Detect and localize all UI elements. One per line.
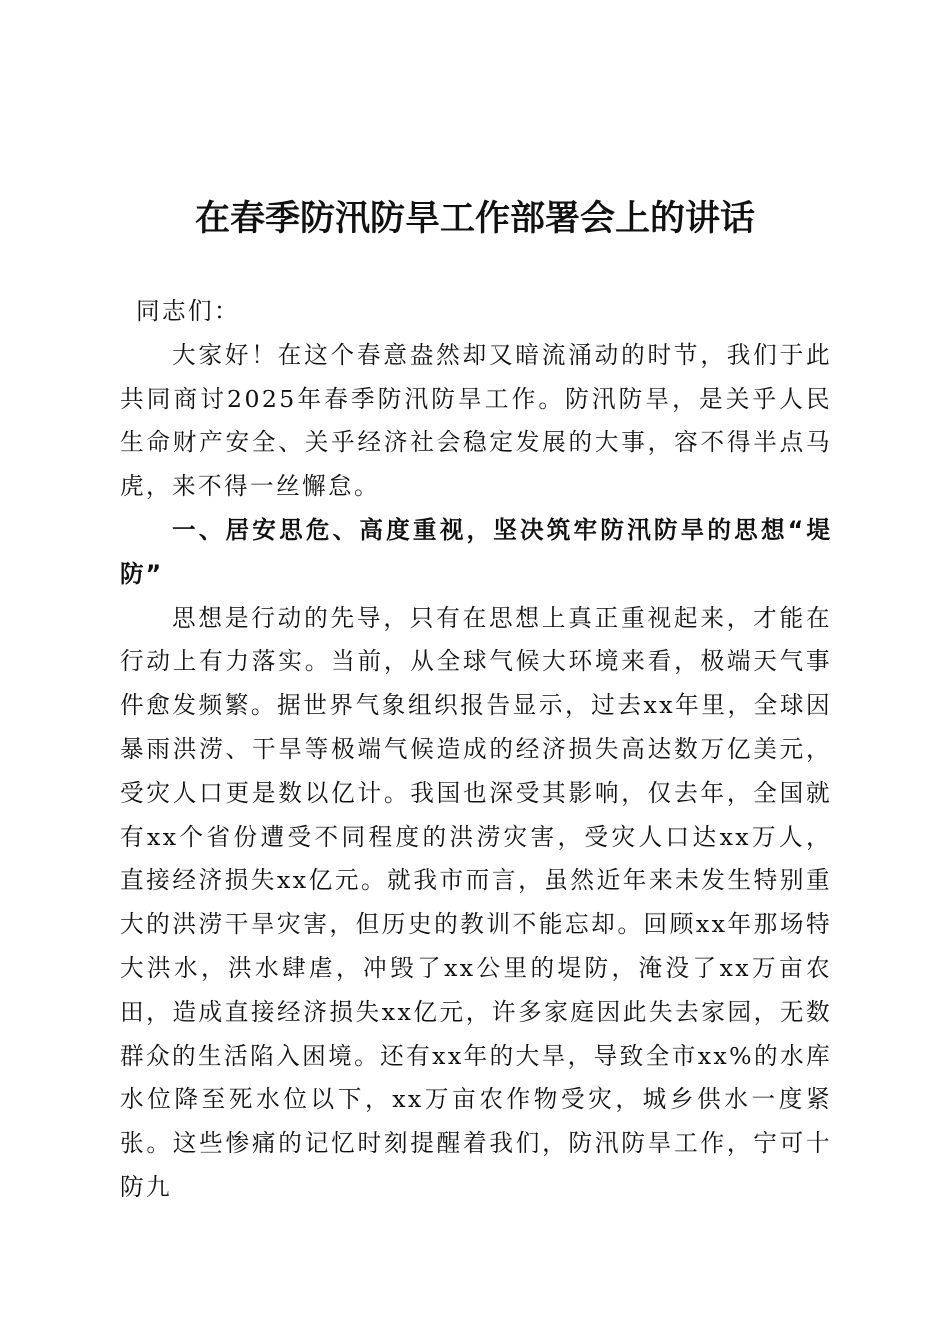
paragraph-opening: 大家好！在这个春意盎然却又暗流涌动的时节，我们于此共同商讨2025年春季防汛防旱工作。防汛防旱，是关乎人民生命财产安全、关乎经济社会稳定发展的大事，容不得半点马虎，来不得一丝懈怠。 bbox=[120, 340, 832, 501]
paragraph-section-1: 思想是行动的先导，只有在思想上真正重视起来，才能在行动上有力落实。当前，从全球气候大环境来看，极端天气事件愈发频繁。据世界气象组织报告显示，过去xx年里，全球因暴雨洪涝、干旱等极端气候造成的经济损失高达数万亿美元，受灾人口更是数以亿计。我国也深受其影响，仅去年，全国就有xx个省份遭受不同程度的洪涝灾害，受灾人口达xx万人，直接经济损失xx亿元。就我市而言，虽然近年来未发生特别重大的洪涝干旱灾害，但历史的教训不能忘却。回顾xx年那场特大洪水，洪水肆虐，冲毁了xx公里的堤防，淹没了xx万亩农田，造成直接经济损失xx亿元，许多家庭因此失去家园，无数群众的生活陷入困境。还有xx年的大旱，导致全市xx%的水库水位降至死水位以下，xx万亩农作物受灾，城乡供水一度紧张。这些惨痛的记忆时刻提醒着我们，防汛防旱工作，宁可十防九 bbox=[120, 603, 832, 1201]
document-body bbox=[120, 290, 832, 1210]
document-title: 在春季防汛防旱工作部署会上的讲话 bbox=[194, 198, 755, 239]
section-heading-1: 一、居安思危、高度重视，坚决筑牢防汛防旱的思想“堤防” bbox=[120, 515, 832, 588]
salutation: 同志们： bbox=[136, 297, 240, 325]
